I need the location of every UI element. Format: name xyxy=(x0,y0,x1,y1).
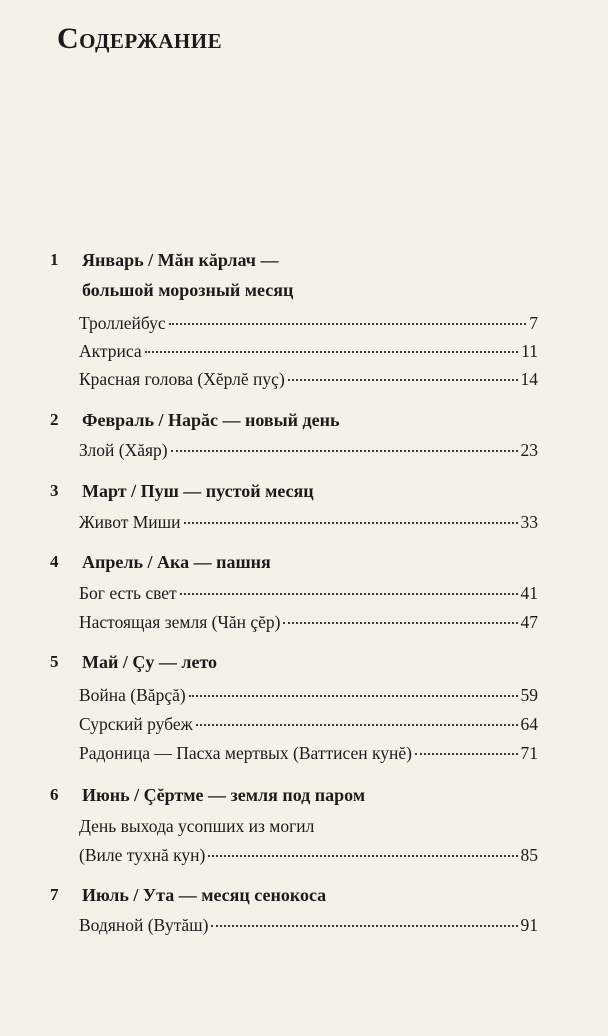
entry-title: Красная голова (Хĕрлĕ пуç) xyxy=(79,369,285,389)
chapter-title xyxy=(82,647,552,677)
dot-leader xyxy=(189,694,518,697)
page-number: 33 xyxy=(520,512,538,532)
toc-entry[interactable] xyxy=(79,339,538,363)
entry-title: День выхода усопших из могил xyxy=(79,816,315,836)
toc-entry-first-line[interactable] xyxy=(79,814,538,838)
toc-entry[interactable] xyxy=(79,913,538,937)
chapter-title xyxy=(82,476,552,506)
page-number: 64 xyxy=(520,714,538,734)
entry-title: Водяной (Вутăш) xyxy=(79,915,209,935)
chapter-title xyxy=(82,405,552,435)
entry-title: Радоница — Пасха мертвых (Ваттисен кунĕ) xyxy=(79,743,412,763)
page-title: Содержание xyxy=(57,22,223,55)
dot-leader xyxy=(169,322,527,325)
chapter-number: 6 xyxy=(50,785,59,804)
page-number: 91 xyxy=(520,915,538,935)
chapter-title-line: Июль / Ута — месяц сенокоса xyxy=(82,885,327,905)
dot-leader xyxy=(288,378,518,381)
toc-entry[interactable] xyxy=(79,712,538,736)
entry-title: Сурский рубеж xyxy=(79,714,193,734)
toc-entry[interactable] xyxy=(79,581,538,605)
page-number: 47 xyxy=(520,612,538,632)
toc-entry[interactable] xyxy=(79,438,538,462)
chapter-number: 2 xyxy=(50,410,59,429)
dot-leader xyxy=(196,723,518,726)
chapter-title-line: Июнь / Çĕртме — земля под паром xyxy=(82,785,366,805)
page-number: 23 xyxy=(520,440,538,460)
chapter-title xyxy=(82,245,552,305)
chapter-number: 4 xyxy=(50,552,59,571)
dot-leader xyxy=(211,924,517,927)
page-number: 11 xyxy=(521,341,538,361)
chapter-title xyxy=(82,780,552,810)
chapter-title-line: Февраль / Нарăс — новый день xyxy=(82,410,340,430)
toc-entry[interactable] xyxy=(79,311,538,335)
entry-title: Война (Вăрçă) xyxy=(79,685,186,705)
chapter-number: 5 xyxy=(50,652,59,671)
page-number: 85 xyxy=(520,845,538,865)
chapter-number: 1 xyxy=(50,250,59,269)
chapter-number: 3 xyxy=(50,481,59,500)
chapter-title-line: Май / Çу — лето xyxy=(82,652,218,672)
entry-title: Троллейбус xyxy=(79,313,166,333)
entry-title: Живот Миши xyxy=(79,512,181,532)
dot-leader xyxy=(208,854,517,857)
chapter-title-line: Апрель / Ака — пашня xyxy=(82,552,271,572)
entry-title: Настоящая земля (Чăн çĕр) xyxy=(79,612,281,632)
chapter-title-line: Январь / Мăн кăрлач — xyxy=(82,250,279,270)
entry-title: (Виле тухнă кун) xyxy=(79,845,206,865)
dot-leader xyxy=(145,350,519,353)
dot-leader xyxy=(171,449,518,452)
dot-leader xyxy=(180,592,518,595)
toc-entry[interactable] xyxy=(79,510,538,534)
dot-leader xyxy=(283,621,517,624)
dot-leader xyxy=(415,752,518,755)
entry-title: Актриса xyxy=(79,341,142,361)
toc-entry[interactable] xyxy=(79,610,538,634)
entry-title: Злой (Хăяр) xyxy=(79,440,168,460)
page-number: 59 xyxy=(520,685,538,705)
chapter-number: 7 xyxy=(50,885,59,904)
chapter-title xyxy=(82,547,552,577)
toc-entry[interactable] xyxy=(79,683,538,707)
page-number: 14 xyxy=(520,369,538,389)
page-number: 41 xyxy=(520,583,538,603)
toc-entry[interactable] xyxy=(79,741,538,765)
entry-title: Бог есть свет xyxy=(79,583,177,603)
chapter-title-line: большой морозный месяц xyxy=(82,280,294,300)
toc-entry[interactable] xyxy=(79,367,538,391)
chapter-title xyxy=(82,880,552,910)
page-number: 7 xyxy=(529,313,538,333)
page-number: 71 xyxy=(520,743,538,763)
chapter-title-line: Март / Пуш — пустой месяц xyxy=(82,481,314,501)
dot-leader xyxy=(184,521,518,524)
toc-entry[interactable] xyxy=(79,843,538,867)
